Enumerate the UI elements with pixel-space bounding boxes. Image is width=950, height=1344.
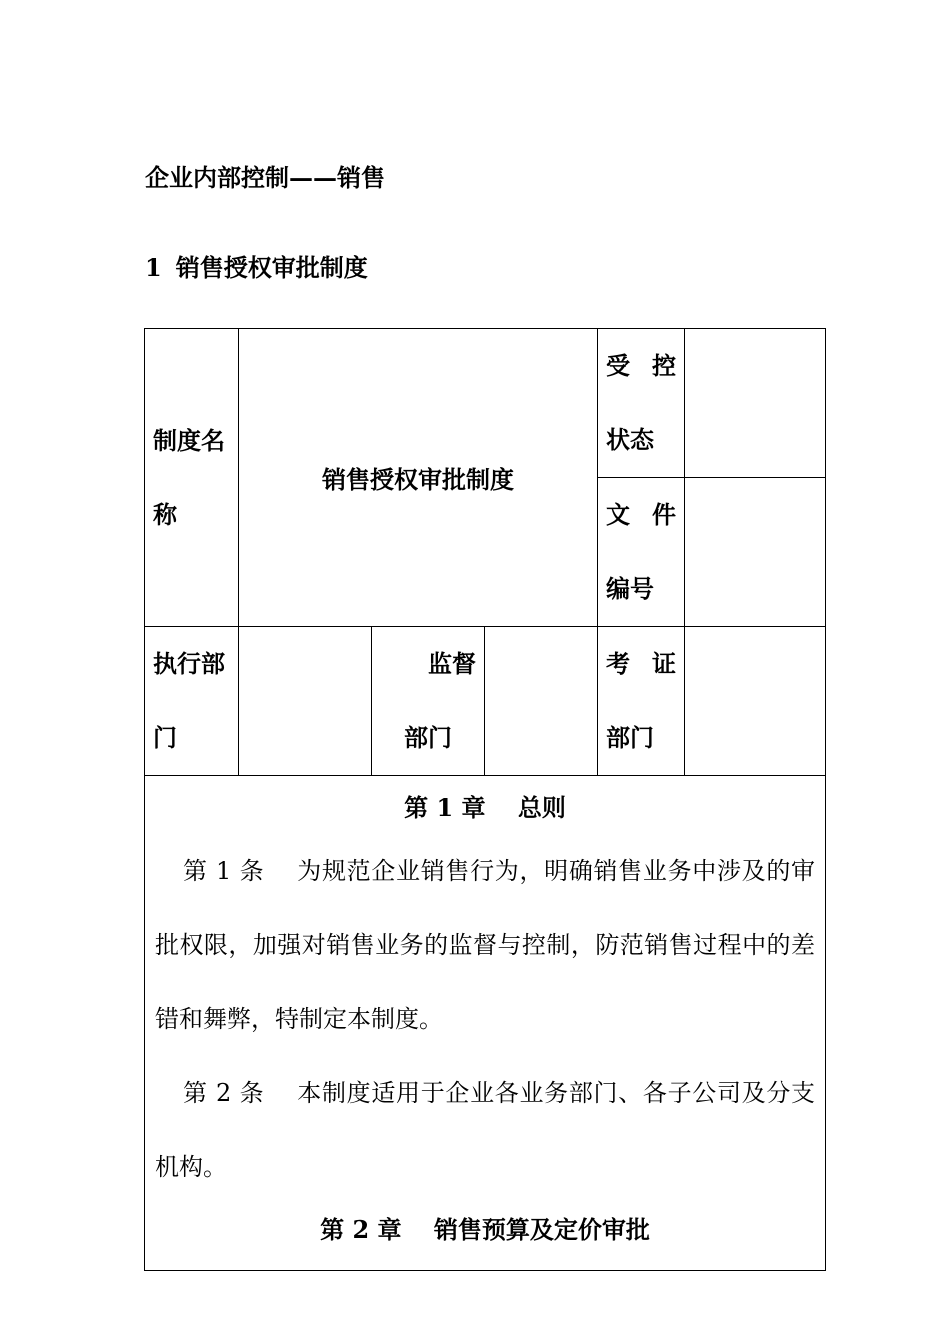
exec-dept-label xyxy=(145,627,239,776)
policy-table xyxy=(144,328,826,1271)
section-heading xyxy=(145,250,368,286)
file-number-char1: 文 xyxy=(606,500,631,529)
policy-name-label-line2: 称 xyxy=(153,499,177,529)
document-title: 企业内部控制——销售 xyxy=(145,163,385,192)
file-number-char2: 件 xyxy=(652,500,677,529)
control-status-label xyxy=(598,329,685,478)
file-number-label xyxy=(598,478,685,627)
supervise-dept-label xyxy=(372,627,485,776)
audit-dept-line2: 部门 xyxy=(606,723,655,752)
exec-dept-line2: 门 xyxy=(153,723,177,752)
exec-dept-line1: 执行部 xyxy=(153,649,225,678)
exec-dept-value xyxy=(239,627,372,776)
policy-name-value: 销售授权审批制度 xyxy=(239,329,598,627)
chapter-1-heading: 第 1 章 总则 xyxy=(404,793,566,822)
audit-dept-value xyxy=(685,627,826,776)
section-number: 1 xyxy=(145,253,162,282)
audit-dept-char2: 证 xyxy=(652,649,677,678)
control-status-line2: 状态 xyxy=(606,425,655,454)
article-2: 第 2 条 本制度适用于企业各业务部门、各子公司及分支机构。 xyxy=(155,1079,816,1181)
audit-dept-char1: 考 xyxy=(606,649,631,678)
control-status-char1: 受 xyxy=(606,351,631,380)
supervise-dept-value xyxy=(485,627,598,776)
supervise-dept-line1: 监督 xyxy=(428,649,476,678)
policy-body xyxy=(145,776,826,1271)
control-status-char2: 控 xyxy=(652,351,677,380)
file-number-line2: 编号 xyxy=(606,574,655,603)
audit-dept-label xyxy=(598,627,685,776)
control-status-value xyxy=(685,329,826,478)
section-title: 销售授权审批制度 xyxy=(175,253,368,282)
chapter-2-heading: 第 2 章 销售预算及定价审批 xyxy=(320,1215,650,1244)
article-1: 第 1 条 为规范企业销售行为，明确销售业务中涉及的审批权限，加强对销售业务的监督与控制，防范销售过程中的差错和舞弊，特制定本制度。 xyxy=(155,857,816,1033)
policy-name-label xyxy=(145,329,239,627)
policy-name-label-line1: 制度名 xyxy=(153,425,225,455)
file-number-value xyxy=(685,478,826,627)
supervise-dept-line2: 部门 xyxy=(404,723,452,752)
